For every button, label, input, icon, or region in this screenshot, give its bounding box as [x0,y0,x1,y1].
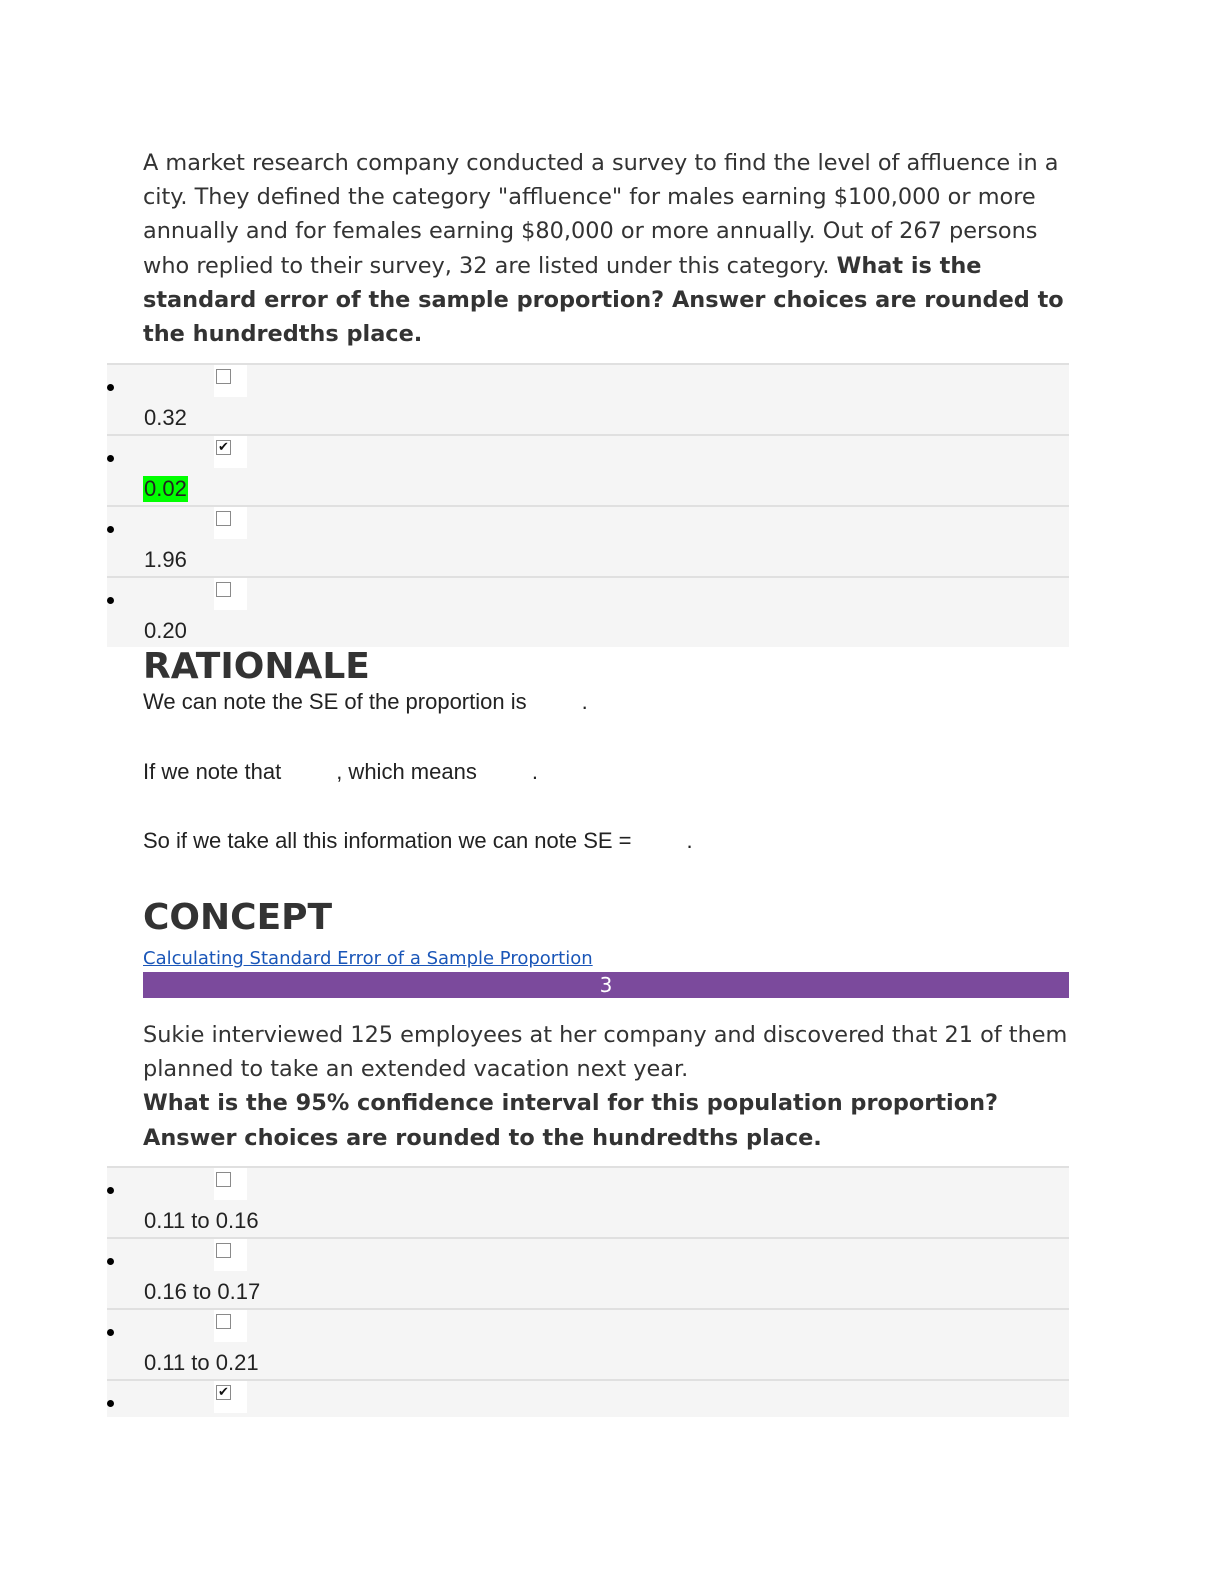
checkbox[interactable] [216,369,231,384]
question-1-prompt [143,146,1073,351]
option-label: 0.11 to 0.21 [144,1350,259,1375]
option-label: 1.96 [144,547,187,572]
question-2-text: Sukie interviewed 125 employees at her company and discovered that 21 of them planned to take an extended vacation next year. [143,1022,1068,1083]
concept-heading: CONCEPT [143,897,333,938]
option-label: 0.32 [144,405,187,430]
q1-option-2[interactable] [107,434,1069,505]
rationale-line-3: So if we take all this information we can note SE = . [143,828,693,853]
rationale-line-1: We can note the SE of the proportion is . [143,689,588,714]
q1-option-1[interactable] [107,363,1069,434]
q2-option-4[interactable] [107,1379,1069,1417]
checkbox[interactable] [216,1314,231,1329]
bullet-icon [107,597,114,604]
checkbox-checked[interactable]: ✔ [216,440,231,455]
checkbox-checked[interactable]: ✔ [216,1385,231,1400]
bullet-icon [107,455,114,462]
option-label: 0.16 to 0.17 [144,1279,261,1304]
q1-option-3[interactable] [107,505,1069,576]
bullet-icon [107,1258,114,1265]
q2-option-1[interactable] [107,1166,1069,1237]
bullet-icon [107,1329,114,1336]
bullet-icon [107,526,114,533]
rationale-line-2: If we note that , which means . [143,759,538,784]
option-label: 0.11 to 0.16 [144,1208,259,1233]
bullet-icon [107,384,114,391]
q2-option-3[interactable] [107,1308,1069,1379]
bullet-icon [107,1187,114,1194]
concept-link[interactable]: Calculating Standard Error of a Sample Proportion [143,948,593,969]
question-2-prompt [143,1018,1073,1155]
question-1-ask: What is the standard error of the sample proportion? Answer choices are rounded to the hundredths place. [143,252,1064,348]
checkbox[interactable] [216,1243,231,1258]
q1-option-4[interactable] [107,576,1069,647]
question-1-text: A market research company conducted a survey to find the level of affluence in a city. They defined the category "affluence" for males earning $100,000 or more annually and for females earning $80,000 or more annually. Out of 267 persons who replied to their survey, 32 are listed under this category. [143,150,1059,279]
q2-option-2[interactable] [107,1237,1069,1308]
option-label: 0.20 [144,618,187,643]
bullet-icon [107,1400,114,1407]
question-number-bar: 3 [143,972,1069,998]
question-2-ask: What is the 95% confidence interval for this population proportion? Answer choices are rounded to the hundredths place. [143,1090,999,1151]
checkbox[interactable] [216,511,231,526]
option-label-correct: 0.02 [144,476,187,501]
rationale-heading: RATIONALE [143,646,370,687]
checkbox[interactable] [216,1172,231,1187]
checkbox[interactable] [216,582,231,597]
